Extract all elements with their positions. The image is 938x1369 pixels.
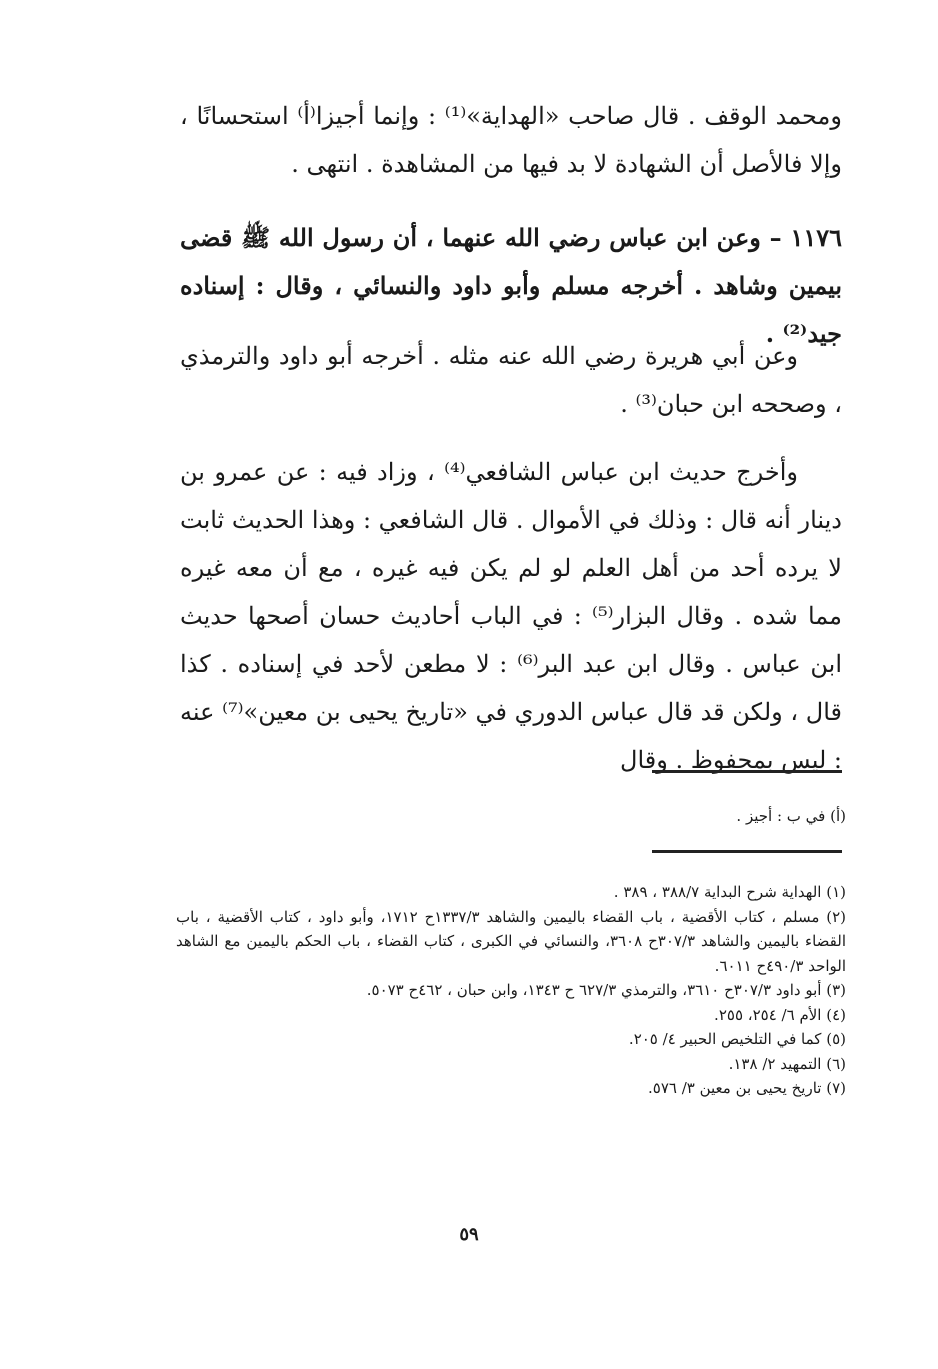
paragraph-4-block	[180, 448, 842, 784]
variant-note-rule	[652, 770, 842, 773]
footnote-3: (٣) أبو داود ٣٠٧/٣ح ٣٦١٠، والترمذي ٦٢٧/٣ ح ١٣٤٣، وابن حبان ، ٤٦٢ح ٥٠٧٣.	[366, 981, 846, 999]
variant-note: (أ) في ب : أجيز .	[736, 807, 846, 825]
footnote-7: (٧) تاريخ يحيى بن معين ٣/ ٥٧٦.	[648, 1079, 846, 1097]
paragraph-3: وعن أبي هريرة رضي الله عنه مثله . أخرجه أبو داود والترمذي ، وصححه ابن حبان⁽³⁾ .	[180, 342, 842, 418]
footnote-4: (٤) الأم ٦/ ٢٥٤، ٢٥٥.	[714, 1005, 846, 1024]
footnotes-rule	[652, 850, 842, 853]
hadith-1176: ١١٧٦ – وعن ابن عباس رضي الله عنهما ، أن رسول الله ﷺ قضى بيمين وشاهد . أخرجه مسلم وأبو داود والنسائي ، وقال : إسناده جيد⁽²⁾ .	[180, 223, 842, 348]
footnote-5: (٥) كما في التلخيص الحبير ٤/ ٢٠٥.	[628, 1030, 846, 1048]
paragraph-1: ومحمد الوقف . قال صاحب «الهداية»⁽¹⁾ : وإنما أجيزا⁽أ⁾ استحسانًا ، وإلا فالأصل أن الشهادة لا بد فيها من المشاهدة . انتهى .	[180, 102, 842, 178]
footnote-2: (٢) مسلم ، كتاب الأقضية ، باب القضاء باليمين والشاهد ١٣٣٧/٣ح ١٧١٢، وأبو داود ، كتاب الأقضية ، باب القضاء باليمين والشاهد ٣٠٧/٣ح ٣٦٠٨، والنسائي في الكبرى ، كتاب القضاء ، باب الحكم باليمين مع الشاهد الواحد ٤٩٠/٣ح ٦٠١١.	[176, 907, 847, 975]
footnotes-list	[176, 880, 846, 1101]
footnote-1: (١) الهداية شرح البداية ٣٨٨/٧ ، ٣٨٩ .	[613, 883, 846, 901]
footnote-6: (٦) التمهيد ٢/ ١٣٨.	[728, 1054, 846, 1073]
paragraph-4: وأخرج حديث ابن عباس الشافعي⁽⁴⁾ ، وزاد فيه : عن عمرو بن دينار أنه قال : وذلك في الأموال . قال الشافعي : وهذا الحديث ثابت لا يرده أحد من أهل العلم لو لم يكن فيه غيره ، مع أن معه غيره مما شده . وقال البزار⁽⁵⁾ : في الباب أحاديث حسان أصحها حديث ابن عباس . وقال ابن عبد البر⁽⁶⁾ : لا مطعن لأحد في إسناده . كذا قال ، ولكن قد قال عباس الدوري في «تاريخ يحيى بن معين»⁽⁷⁾ عنه : ليس بمحفوظ . وقال	[180, 458, 843, 774]
paragraph-1-block	[180, 92, 842, 188]
page-number: ٥٩	[459, 1224, 479, 1245]
paragraph-3-block	[180, 332, 842, 428]
